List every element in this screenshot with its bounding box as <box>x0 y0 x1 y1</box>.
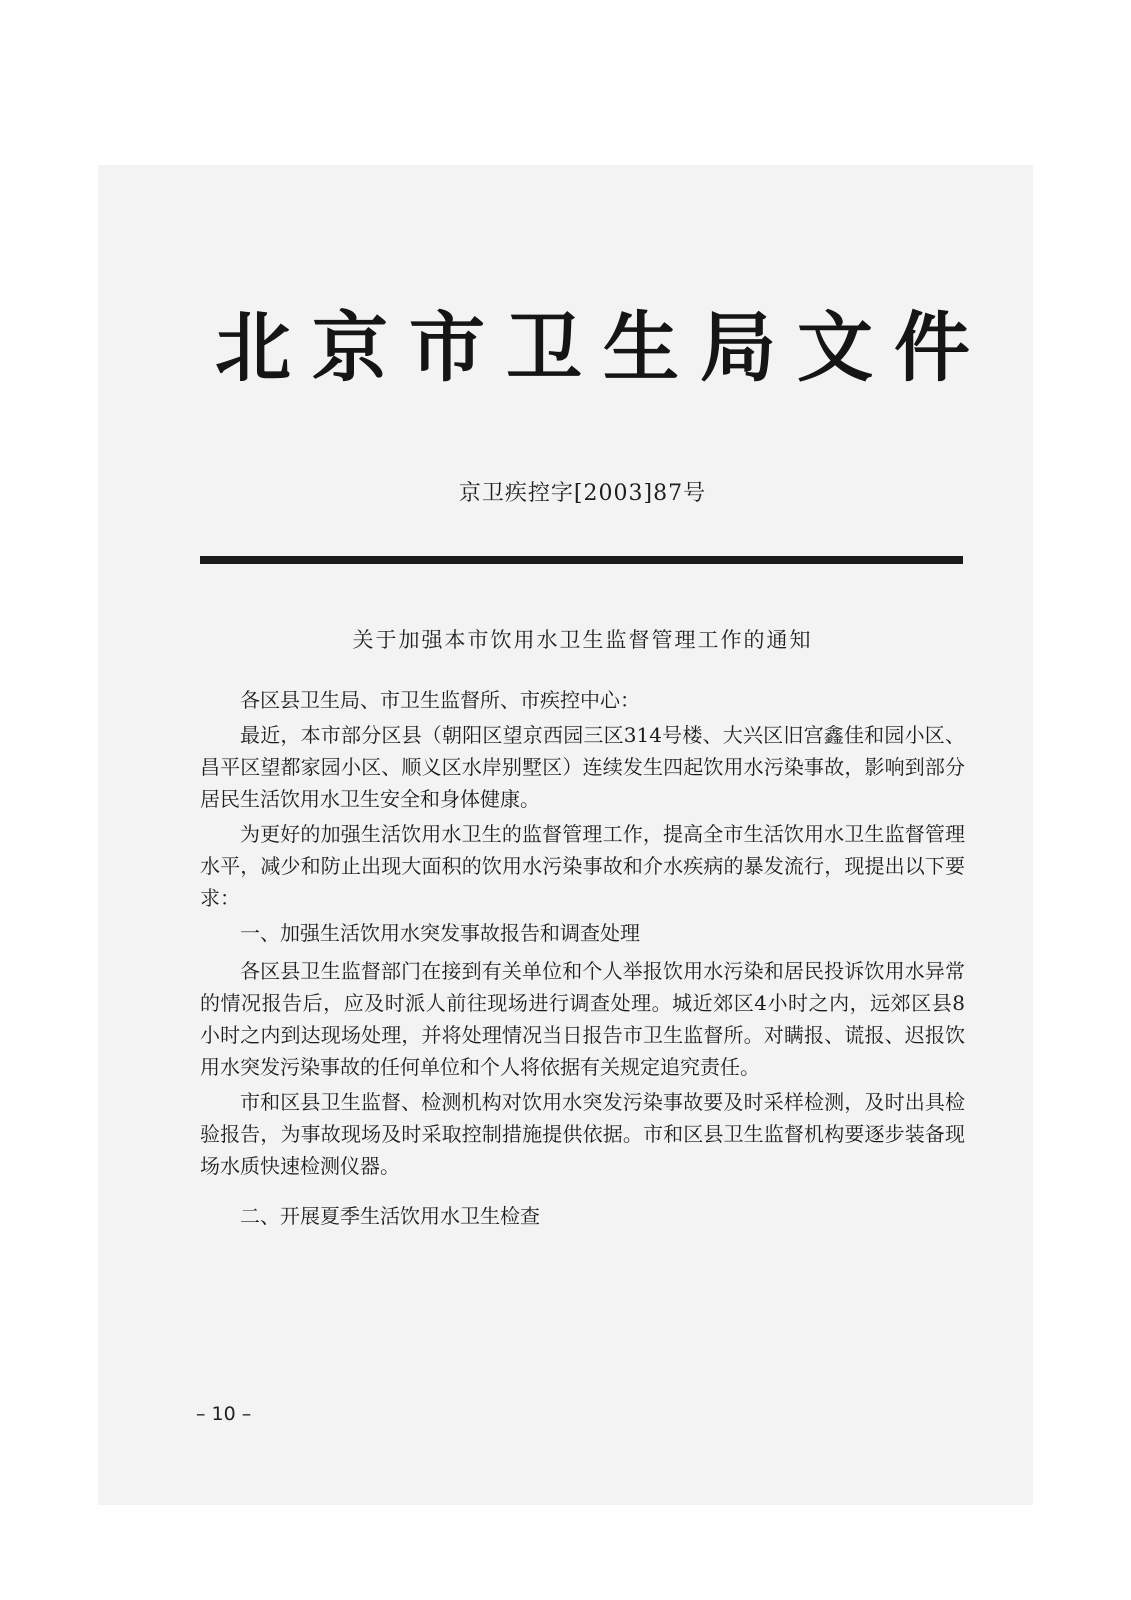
document-masthead: 北京市卫生局文件 <box>215 303 991 392</box>
section-heading: 一、加强生活饮用水突发事故报告和调查处理 <box>240 921 640 945</box>
body-paragraph: 为更好的加强生活饮用水卫生的监督管理工作，提高全市生活饮用水卫生监督管理水平，减少和防止出现大面积的饮用水污染事故和介水疾病的暴发流行，现提出以下要求： <box>200 822 965 910</box>
body-paragraph: 最近，本市部分区县（朝阳区望京西园三区314号楼、大兴区旧宫鑫佳和园小区、昌平区望都家园小区、顺义区水岸别墅区）连续发生四起饮用水污染事故，影响到部分居民生活饮用水卫生安全和身体健康。 <box>200 723 965 811</box>
header-divider <box>200 556 963 564</box>
section-heading: 二、开展夏季生活饮用水卫生检查 <box>240 1204 540 1228</box>
addressee-line: 各区县卫生局、市卫生监督所、市疾控中心： <box>240 688 640 712</box>
notice-title: 关于加强本市饮用水卫生监督管理工作的通知 <box>352 628 813 652</box>
document-number: 京卫疾控字[2003]87号 <box>458 481 707 506</box>
body-paragraph: 市和区县卫生监督、检测机构对饮用水突发污染事故要及时采样检测，及时出具检验报告，为事故现场及时采取控制措施提供依据。市和区县卫生监督机构要逐步装备现场水质快速检测仪器。 <box>200 1090 965 1178</box>
document-body <box>200 684 965 1235</box>
page-number: – 10 – <box>196 1403 252 1425</box>
body-paragraph: 各区县卫生监督部门在接到有关单位和个人举报饮用水污染和居民投诉饮用水异常的情况报告后，应及时派人前往现场进行调查处理。城近郊区4小时之内，远郊区县8小时之内到达现场处理，并将处理情况当日报告市卫生监督所。对瞒报、谎报、迟报饮用水突发污染事故的任何单位和个人将依据有关规定追究责任。 <box>200 959 965 1079</box>
